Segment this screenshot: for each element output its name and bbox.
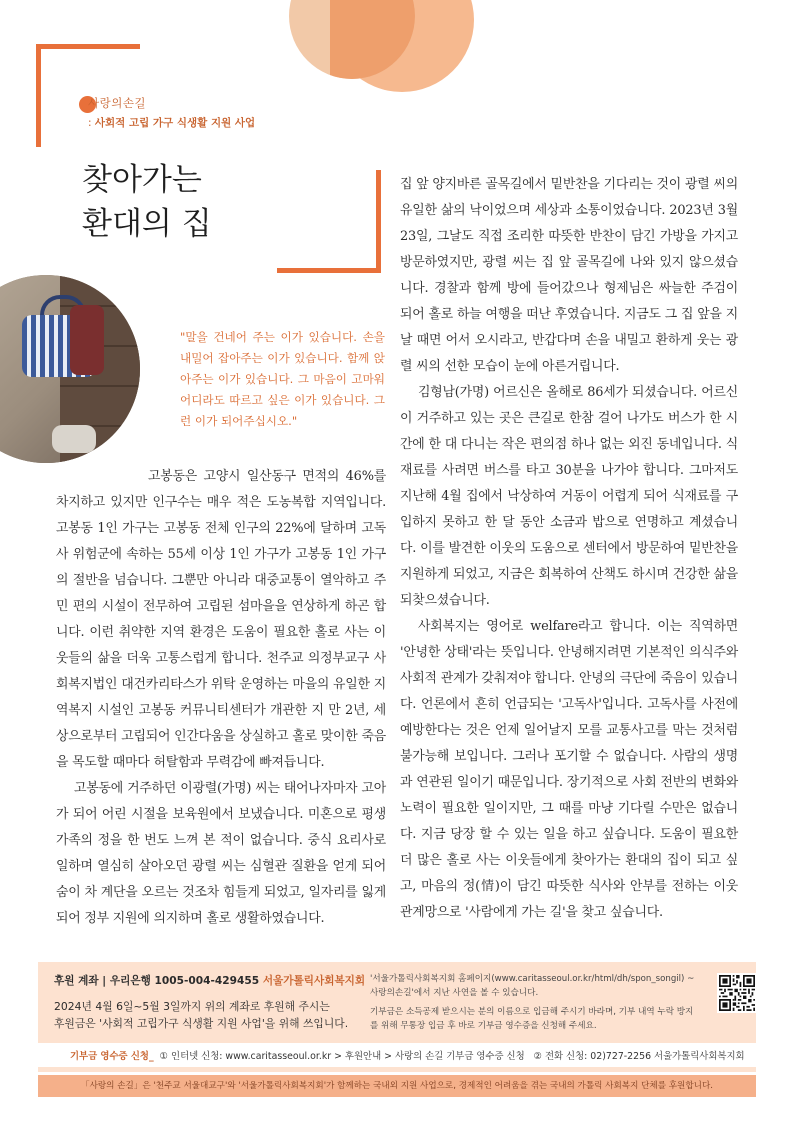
article-title-line1: 찾아가는 bbox=[82, 162, 202, 198]
article-title bbox=[82, 158, 212, 246]
qr-code-icon[interactable] bbox=[719, 975, 755, 1011]
donation-period: 2024년 4월 6일~5월 3일까지 위의 계좌로 후원해 주시는 후원금은 '사회적 고립가구 식생활 지원 사업'을 위해 쓰입니다. bbox=[54, 1000, 349, 1030]
article-photo bbox=[0, 275, 140, 463]
title-bracket-bottom bbox=[277, 268, 381, 273]
donation-account: 후원 계좌 | 우리은행 1005-004-429455 서울가톨릭사회복지회 bbox=[54, 975, 366, 987]
section-kicker: 사랑의손길 bbox=[88, 96, 147, 110]
paragraph: 고봉동에 거주하던 이광렬(가명) 씨는 태어나자마자 고아가 되어 어린 시절을 보육원에서 보냈습니다. 미혼으로 평생 가족의 정을 한 번도 느껴 본 적이 없습니다. 중식 요리사로 일하며 열심히 살아오던 광렬 씨는 심혈관 질환을 얻게 되어 숨이 차 계단을 오르는 것조차 힘들게 되었고, 일자리를 잃게 되어 정부 지원에 의지하며 홀로 생활하였습니다. bbox=[56, 781, 386, 926]
body-column-right bbox=[400, 172, 738, 926]
decor-circle-overlap bbox=[330, 0, 415, 79]
bottom-note: 「사랑의 손길」은 '천주교 서울대교구'와 '서울가톨릭사회복지회'가 함께하는 국내외 지원 사업으로, 경제적인 어려움을 겪는 국내의 가톨릭 사회복지 단체를 후원합니다. bbox=[80, 1081, 713, 1091]
receipt-internet-link[interactable]: ① 인터넷 신청: www.caritasseoul.or.kr > 후원안내 > 사랑의 손길 기부금 영수증 신청 bbox=[159, 1051, 525, 1062]
paragraph: 사회복지는 영어로 welfare라고 합니다. 이는 직역하면 '안녕한 상태'라는 뜻입니다. 안녕해지려면 기본적인 의식주와 사회적 관계가 갖춰져야 합니다. 안녕의 극단에 죽음이 있습니다. 언론에서 흔히 언급되는 '고독사'입니다. 고독사를 사전에 예방한다는 것은 언제 일어날지 모를 교통사고를 막는 것처럼 불가능해 보입니다. 그러나 포기할 수 없습니다. 사람의 생명과 연관된 일이기 때문입니다. 장기적으로 사회 전반의 변화와 노력이 필요한 일이지만, 그 때를 마냥 기다릴 수만은 없습니다. 지금 당장 할 수 있는 일을 하고 싶습니다. 도움이 필요한 더 많은 홀로 사는 이웃들에게 찾아가는 환대의 집이 되고 싶고, 마음의 정(情)이 담긴 따뜻한 식사와 안부를 전하는 이웃 관계망으로 '사람에게 가는 길'을 찾고 싶습니다. bbox=[400, 619, 738, 920]
title-bracket-right bbox=[376, 170, 381, 273]
website-note: '서울가톨릭사회복지회 홈페이지(www.caritasseoul.or.kr/html/dh/spon_songil) ~ 사랑의손길'에서 지난 사연을 볼 수 있습니다. bbox=[370, 974, 695, 998]
title-bracket-left bbox=[36, 44, 41, 147]
body-column-left bbox=[56, 464, 386, 932]
paragraph: 고봉동은 고양시 일산동구 면적의 46%를 차지하고 있지만 인구수는 매우 적은 도농복합 지역입니다. 고봉동 1인 가구는 고봉동 전체 인구의 22%에 달하며 고독사 위험군에 속하는 55세 이상 1인 가구가 고봉동 1인 가구의 절반을 넘습니다. 그뿐만 아니라 대중교통이 열악하고 주민 편의 시설이 전무하여 고립된 섬마을을 연상하게 하곤 합니다. 이런 취약한 지역 환경은 도움이 필요한 홀로 사는 이웃들의 삶을 더욱 고통스럽게 합니다. 천주교 의정부교구 사회복지법인 대건카리타스가 위탁 운영하는 마을의 유일한 지역복지 시설인 고봉동 커뮤니티센터가 개관한 지 만 2년, 세상으로부터 고립되어 인간다움을 상실하고 홀로 맞이한 죽음을 목도할 때마다 허탈함과 무력감에 빠져듭니다. bbox=[56, 469, 386, 770]
section-subtitle: : 사회적 고립 가구 식생활 지원 사업 bbox=[88, 117, 256, 129]
receipt-request: 기부금 영수증 신청_ ① 인터넷 신청: www.caritasseoul.or.kr > 후원안내 > 사랑의 손길 기부금 영수증 신청 ② 전화 신청: 02)727-2256 서울가톨릭사회복지회 bbox=[70, 1051, 745, 1062]
pull-quote: "말을 건네어 주는 이가 있습니다. 손을 내밀어 잡아주는 이가 있습니다. 함께 앉아주는 이가 있습니다. 그 마음이 고마워 어디라도 따르고 싶은 이가 있습니다. 그런 이가 되어주십시오." bbox=[180, 330, 385, 428]
paragraph: 김형남(가명) 어르신은 올해로 86세가 되셨습니다. 어르신이 거주하고 있는 곳은 큰길로 한참 걸어 나가도 버스가 한 시간에 한 대 다니는 작은 편의점 하나 없는 외진 동네입니다. 식재료를 사려면 버스를 타고 30분을 나가야 합니다. 그마저도 지난해 4월 집에서 낙상하여 거동이 어렵게 되어 식재료를 구입하지 못하고 한 달 동안 소금과 밥으로 연명하고 계셨습니다. 이를 발견한 이웃의 도움으로 센터에서 방문하여 밑반찬을 지원하게 되었고, 지금은 회복하여 산책도 하시며 건강한 삶을 되찾으셨습니다. bbox=[400, 385, 738, 608]
paragraph: 집 앞 양지바른 골목길에서 밑반찬을 기다리는 것이 광렬 씨의 유일한 삶의 낙이었으며 세상과 소통이었습니다. 2023년 3월 23일, 그날도 직접 조리한 따뜻한 반찬이 담긴 가방을 가지고 방문하였지만, 광렬 씨는 집 앞 골목길에 나와 있지 않으셨습니다. 경찰과 함께 방에 들어갔으나 형제님은 싸늘한 주검이 되어 홀로 하늘 여행을 떠난 후였습니다. 지금도 그 집 앞을 지날 때면 어서 오시라고, 반갑다며 손을 내밀고 환하게 웃는 광렬 씨의 선한 모습이 눈에 아른거립니다. bbox=[400, 177, 738, 374]
title-bracket-top bbox=[36, 44, 140, 49]
receipt-phone: ② 전화 신청: 02)727-2256 서울가톨릭사회복지회 bbox=[533, 1051, 745, 1062]
tax-note: 기부금은 소득공제 받으시는 분의 이름으로 입금해 주시기 바라며, 기부 내역 누락 방지를 위해 무통장 입금 후 바로 기부금 영수증을 신청해 주세요. bbox=[370, 1007, 694, 1031]
article-title-line2: 환대의 집 bbox=[82, 206, 212, 242]
